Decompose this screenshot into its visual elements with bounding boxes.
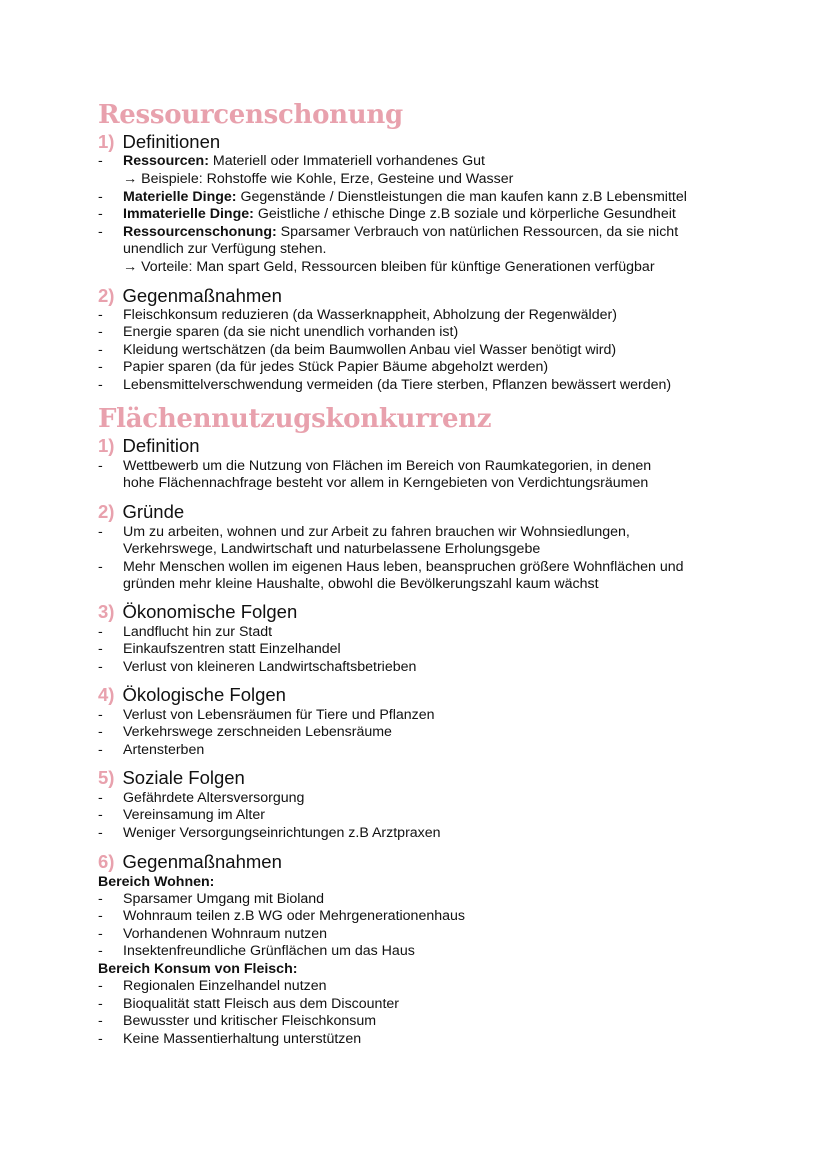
- heading-gruende: 2) Gründe: [98, 501, 185, 522]
- section-title-ressourcenschonung: Ressourcenschonung: [98, 100, 403, 130]
- heading-number: 1): [98, 131, 115, 152]
- document-page: Ressourcenschonung 1) Definitionen - Ressourcen: Materiell oder Immateriell vorhandenes Gut → Beispiele: Rohstoffe wie Kohle, Erze, Gesteine und Wasser - Materielle Dinge: Gegenstände / Dienstleistungen die man kaufen kann z.B Lebensmittel - Immaterielle Dinge: Geistliche / ethische Dinge z.B soziale und körperliche Gesundheit - Ressourcenschonung: Sparsamer Verbrauch von natürlichen Ressourcen, da sie nicht unendlich zur Verfügung stehen. → Vorteile: Man spart Geld, Ressourcen bleiben für künftige Generationen verfügbar 2) Gegenmaßnahmen - Fleischkonsum reduzieren (da Wasserknappheit, Abholzung der Regenwälder) - Energie sparen (da sie nicht unendlich vorhanden ist) - Kleidung wertschätzen (da beim Baumwollen Anbau viel Wasser benötigt wird) - Papier sparen (da für jedes Stück Papier Bäume abgeholzt werden) - Lebensmittelverschwendung vermeiden (da Tiere sterben, Pflanzen bewässert werden) Flächennutzugskonkurrenz 1) Definition - Wettbewerb um die Nutzung von Flächen im Bereich von Raumkategorien, in denen hohe Flächennachfrage besteht vor allem in Kerngebieten von Verdichtungsräumen 2) Gründe - Um zu arbeiten, wohnen und zur Arbeit zu fahren brauchen wir Wohnsiedlungen, Verkehrswege, Landwirtschaft und naturbelassene Erholungsgebe - Mehr Menschen wollen im eigenen Haus leben, beanspruchen größere Wohnflächen und gründen mehr kleine Haushalte, obwohl die Bevölkerungszahl kaum wächst 3) Ökonomische Folgen - Landflucht hin zur Stadt - Einkaufszentren statt Einzelhandel - Verlust von kleineren Landwirtschaftsbetrieben 4) Ökologische Folgen - Verlust von Lebensräumen für Tiere und Pflanzen - Verkehrswege zerschneiden Lebensräume - Artensterben 5) Soziale Folgen - Gefährdete Altersversorgung - Vereinsamung im Alter - Weniger Versorgungseinrichtungen z.B Arztpraxen 6) Gegenmaßnahmen Bereich Wohnen: - Sparsamer Umgang mit Bioland - Wohnraum teilen z.B WG oder Mehrgenerationenhaus - Vorhandenen Wohnraum nutzen - Insektenfreundliche Grünflächen um das Haus Bereich Konsum von Fleisch: - Regionalen Einzelhandel nutzen - Bioqualität statt Fleisch aus dem Discounter - Bewusster und kritischer Fleischkonsum - Keine Massentierhaltung unterstützen: [98, 100, 687, 1047]
- heading-gegenmassnahmen: 2) Gegenmaßnahmen: [98, 285, 282, 306]
- heading-oekologische-folgen: 4) Ökologische Folgen: [98, 684, 286, 705]
- heading-oekonomische-folgen: 3) Ökonomische Folgen: [98, 601, 298, 622]
- heading-label: Definitionen: [122, 131, 221, 152]
- heading-soziale-folgen: 5) Soziale Folgen: [98, 767, 245, 788]
- subheading-wohnen: Bereich Wohnen:: [98, 874, 215, 890]
- term: Immaterielle Dinge:: [123, 206, 254, 222]
- heading-definition: 1) Definition: [98, 435, 200, 456]
- term: Ressourcen:: [123, 153, 209, 169]
- heading-gegenmassnahmen-2: 6) Gegenmaßnahmen: [98, 851, 282, 872]
- subheading-fleisch: Bereich Konsum von Fleisch:: [98, 961, 298, 977]
- term: Ressourcenschonung:: [123, 224, 277, 240]
- section-title-flaechennutzungskonkurrenz: Flächennutzugskonkurrenz: [98, 404, 492, 434]
- heading-definitionen: [98, 131, 220, 153]
- term: Materielle Dinge:: [123, 189, 237, 205]
